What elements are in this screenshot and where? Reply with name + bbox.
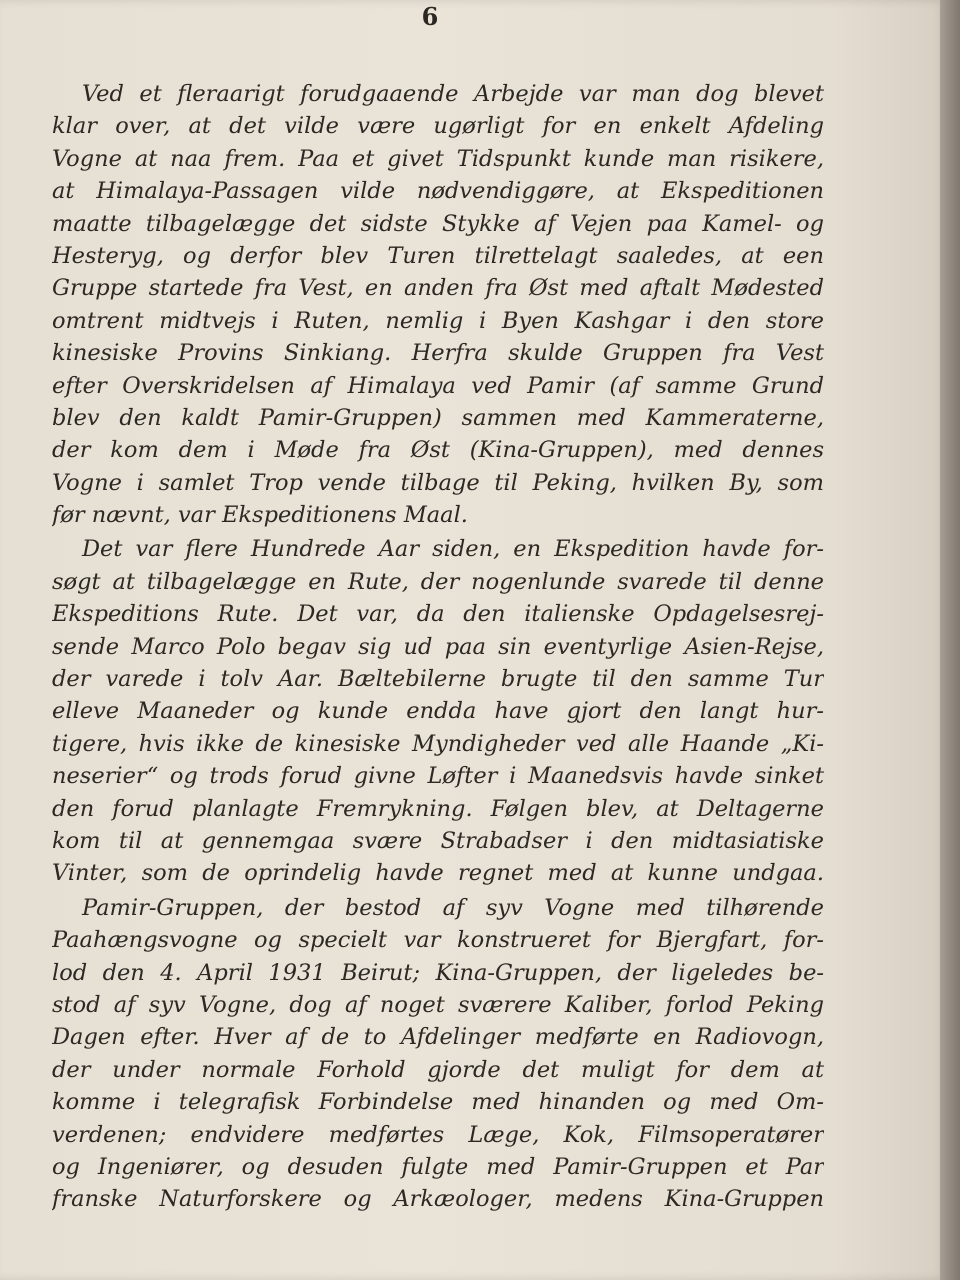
text-line: Paahængsvogne og specielt var konstrueret for Bjergfart, for- <box>52 927 824 954</box>
text-line: der kom dem i Møde fra Øst (Kina-Gruppen), med dennes <box>52 437 824 464</box>
text-line: sende Marco Polo begav sig ud paa sin eventyrlige Asien-Rejse, <box>52 633 824 660</box>
text-line: før nævnt, var Ekspeditionens Maal. <box>52 502 468 529</box>
text-line: Det var flere Hundrede Aar siden, en Ekspedition havde for- <box>82 536 824 563</box>
body-text <box>52 78 824 1218</box>
text-line: at Himalaya-Passagen vilde nødvendiggøre, at Ekspeditionen <box>52 178 824 205</box>
text-line: klar over, at det vilde være ugørligt for en enkelt Afdeling <box>52 113 824 140</box>
text-line: og Ingeniører, og desuden fulgte med Pamir-Gruppen et Par <box>52 1153 824 1180</box>
text-line: blev den kaldt Pamir-Gruppen) sammen med Kammeraterne, <box>52 404 824 431</box>
text-line: neserier“ og trods forud givne Løfter i Maanedsvis havde sinket <box>52 763 824 790</box>
page-number: 6 <box>421 2 439 31</box>
text-line: der varede i tolv Aar. Bæltebilerne brugte til den samme Tur <box>52 666 824 693</box>
text-line: kinesiske Provins Sinkiang. Herfra skulde Gruppen fra Vest <box>52 340 824 367</box>
text-line: komme i telegrafisk Forbindelse med hinanden og med Om- <box>52 1089 824 1116</box>
text-line: Hesteryg, og derfor blev Turen tilrettelagt saaledes, at een <box>52 242 824 269</box>
text-line: Gruppe startede fra Vest, en anden fra Øst med aftalt Mødested <box>52 275 824 302</box>
paragraph-2 <box>52 533 824 889</box>
text-line: stod af syv Vogne, dog af noget sværere Kaliber, forlod Peking <box>52 991 824 1018</box>
text-line: franske Naturforskere og Arkæologer, medens Kina-Gruppen <box>52 1186 824 1213</box>
text-line: omtrent midtvejs i Ruten, nemlig i Byen Kashgar i den store <box>52 307 824 334</box>
text-line: maatte tilbagelægge det sidste Stykke af Vejen paa Kamel- og <box>52 210 824 237</box>
text-line: tigere, hvis ikke de kinesiske Myndigheder ved alle Haande „Ki- <box>52 730 824 757</box>
text-line: Vogne i samlet Trop vende tilbage til Peking, hvilken By, som <box>52 469 824 496</box>
text-line: elleve Maaneder og kunde endda have gjort den langt hur- <box>52 698 824 725</box>
text-line: Vinter, som de oprindelig havde regnet med at kunne undgaa. <box>52 860 824 887</box>
text-line: kom til at gennemgaa svære Strabadser i den midtasiatiske <box>52 827 824 854</box>
text-line: Pamir-Gruppen, der bestod af syv Vogne med tilhørende <box>82 894 824 921</box>
text-line: der under normale Forhold gjorde det muligt for dem at <box>52 1056 824 1083</box>
text-line: søgt at tilbagelægge en Rute, der nogenlunde svarede til denne <box>52 568 824 595</box>
paragraph-1 <box>52 78 824 531</box>
text-line: Ved et fleraarigt forudgaaende Arbejde var man dog blevet <box>82 81 824 107</box>
text-line: Dagen efter. Hver af de to Afdelinger medførte en Radiovogn, <box>52 1024 824 1051</box>
text-line: Ekspeditions Rute. Det var, da den italienske Opdagelsesrej- <box>52 601 824 628</box>
text-line: verdenen; endvidere medførtes Læge, Kok, Filmsoperatører <box>52 1121 824 1148</box>
book-spine-edge <box>940 0 960 1280</box>
text-line: Vogne at naa frem. Paa et givet Tidspunkt kunde man risikere, <box>52 145 824 172</box>
text-line: efter Overskridelsen af Himalaya ved Pamir (af samme Grund <box>52 372 824 399</box>
text-line: den forud planlagte Fremrykning. Følgen blev, at Deltagerne <box>52 795 824 822</box>
paragraph-3 <box>52 892 824 1216</box>
text-line: lod den 4. April 1931 Beirut; Kina-Gruppen, der ligeledes be- <box>52 959 824 986</box>
